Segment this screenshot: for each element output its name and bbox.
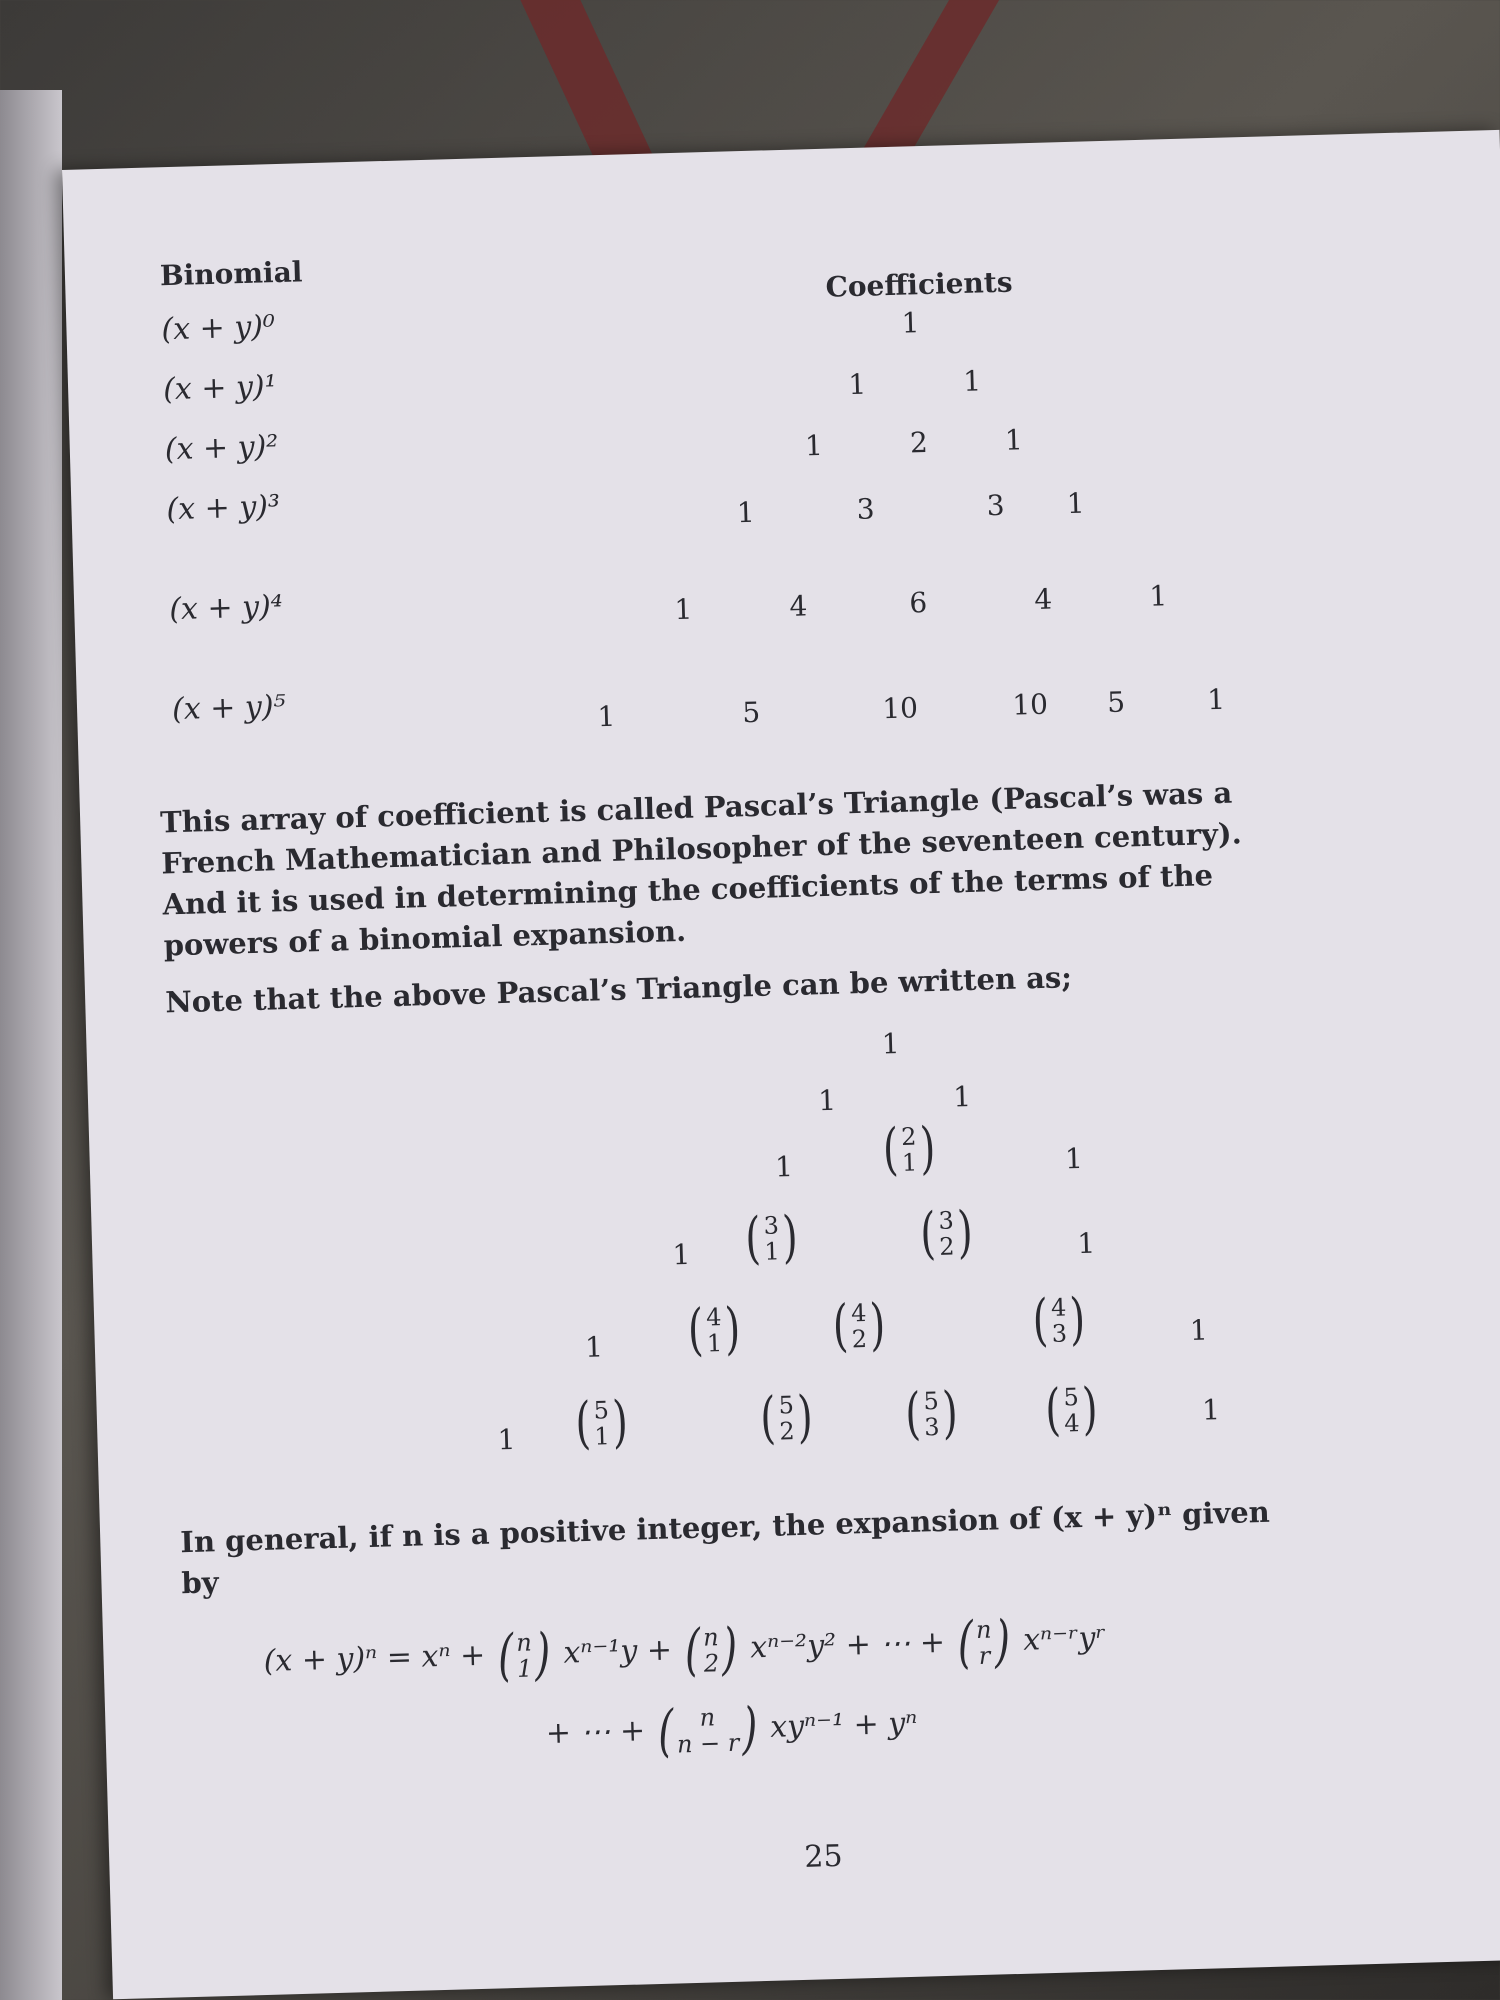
book-page [62, 130, 1500, 1999]
binomial-row-2: (x + y)² [164, 429, 279, 468]
binom-coeff: ( n n − r ) [657, 1696, 759, 1764]
coeff-1-1: 1 [962, 364, 982, 398]
binomial-header: Binomial [159, 255, 303, 293]
binom-coeff: ( 5 4 ) [1044, 1376, 1099, 1444]
tri-one: 1 [1201, 1393, 1221, 1427]
binom-coeff: ( 4 1 ) [687, 1296, 742, 1363]
binom-coeff: ( 4 2 ) [831, 1292, 887, 1359]
binom-coeff: ( 2 1 ) [882, 1116, 937, 1183]
coefficients-header: Coefficients [825, 265, 1013, 304]
coeff-4-3: 4 [1033, 582, 1053, 617]
binom-coeff: ( 3 2 ) [919, 1199, 974, 1267]
binom-coeff: ( 5 3 ) [904, 1380, 959, 1447]
binom-coeff: ( 5 2 ) [759, 1384, 814, 1451]
coeff-4-1: 4 [789, 589, 808, 623]
binom-coeff: ( 3 1 ) [744, 1204, 799, 1272]
binom-coeff: ( n r ) [956, 1609, 1012, 1676]
tri-one: 1 [584, 1330, 604, 1364]
coeff-5-0: 1 [597, 699, 616, 734]
tri-one: 1 [1189, 1313, 1209, 1347]
expansion-formula-line1: (x + y)ⁿ = xⁿ + ( n 1 ) xⁿ⁻¹y + ( n 2 ) xⁿ⁻²y² + ⋯ + ( n r ) xⁿ⁻ʳyʳ [263, 1609, 1107, 1689]
pascal-description: This array of coefficient is called Pascal’s Triangle (Pascal’s was a French Mathematician and Philosopher of the seventeen century). And it is used in determining the coefficients of the terms of the powers of a binomial expansion. [159, 775, 1243, 963]
binomial-row-1: (x + y)¹ [162, 369, 278, 408]
tri-one: 1 [1064, 1141, 1084, 1176]
book-spine [0, 90, 62, 2000]
coeff-2-0: 1 [804, 428, 824, 463]
pascal-note: Note that the above Pascal’s Triangle can be written as; [164, 960, 1073, 1020]
coeff-4-2: 6 [908, 586, 928, 620]
expansion-formula-line2: + ⋯ + ( n n − r ) xyⁿ⁻¹ + yⁿ [545, 1696, 918, 1764]
coeff-3-0: 1 [736, 495, 756, 530]
coeff-2-2: 1 [1004, 423, 1024, 457]
coeff-4-0: 1 [674, 592, 693, 627]
tri-one: 1 [774, 1149, 794, 1184]
coeff-4-4: 1 [1148, 579, 1168, 613]
binomial-row-4: (x + y)⁴ [168, 589, 284, 628]
general-statement: In general, if n is a positive integer, the expansion of (x + y)ⁿ given by [179, 1494, 1271, 1601]
tri-one: 1 [497, 1422, 516, 1457]
coeff-3-3: 1 [1066, 486, 1085, 521]
tri-one: 1 [1076, 1226, 1096, 1261]
coeff-5-3: 10 [1011, 687, 1049, 722]
coeff-3-2: 3 [986, 488, 1006, 523]
binomial-row-5: (x + y)⁵ [171, 688, 287, 728]
coeff-5-1: 5 [741, 695, 761, 730]
coeff-5-4: 5 [1106, 685, 1126, 720]
coeff-5-2: 10 [881, 691, 919, 726]
coeff-2-1: 2 [909, 425, 929, 460]
tri-one: 1 [952, 1079, 972, 1114]
binomial-row-0: (x + y)⁰ [161, 309, 276, 348]
page-number: 25 [803, 1838, 844, 1875]
binom-coeff: ( n 1 ) [497, 1621, 552, 1689]
coeff-1-0: 1 [847, 367, 867, 402]
tri-one: 1 [672, 1237, 691, 1272]
binom-coeff: ( n 2 ) [683, 1616, 739, 1684]
tri-one: 1 [817, 1083, 837, 1118]
binom-coeff: ( 4 3 ) [1031, 1286, 1087, 1354]
coeff-3-1: 3 [856, 492, 876, 526]
coeff-0-0: 1 [901, 306, 920, 340]
tri-one: 1 [881, 1026, 901, 1061]
binomial-row-3: (x + y)³ [166, 489, 281, 528]
coeff-5-5: 1 [1206, 682, 1226, 717]
binom-coeff: ( 5 1 ) [574, 1389, 629, 1457]
